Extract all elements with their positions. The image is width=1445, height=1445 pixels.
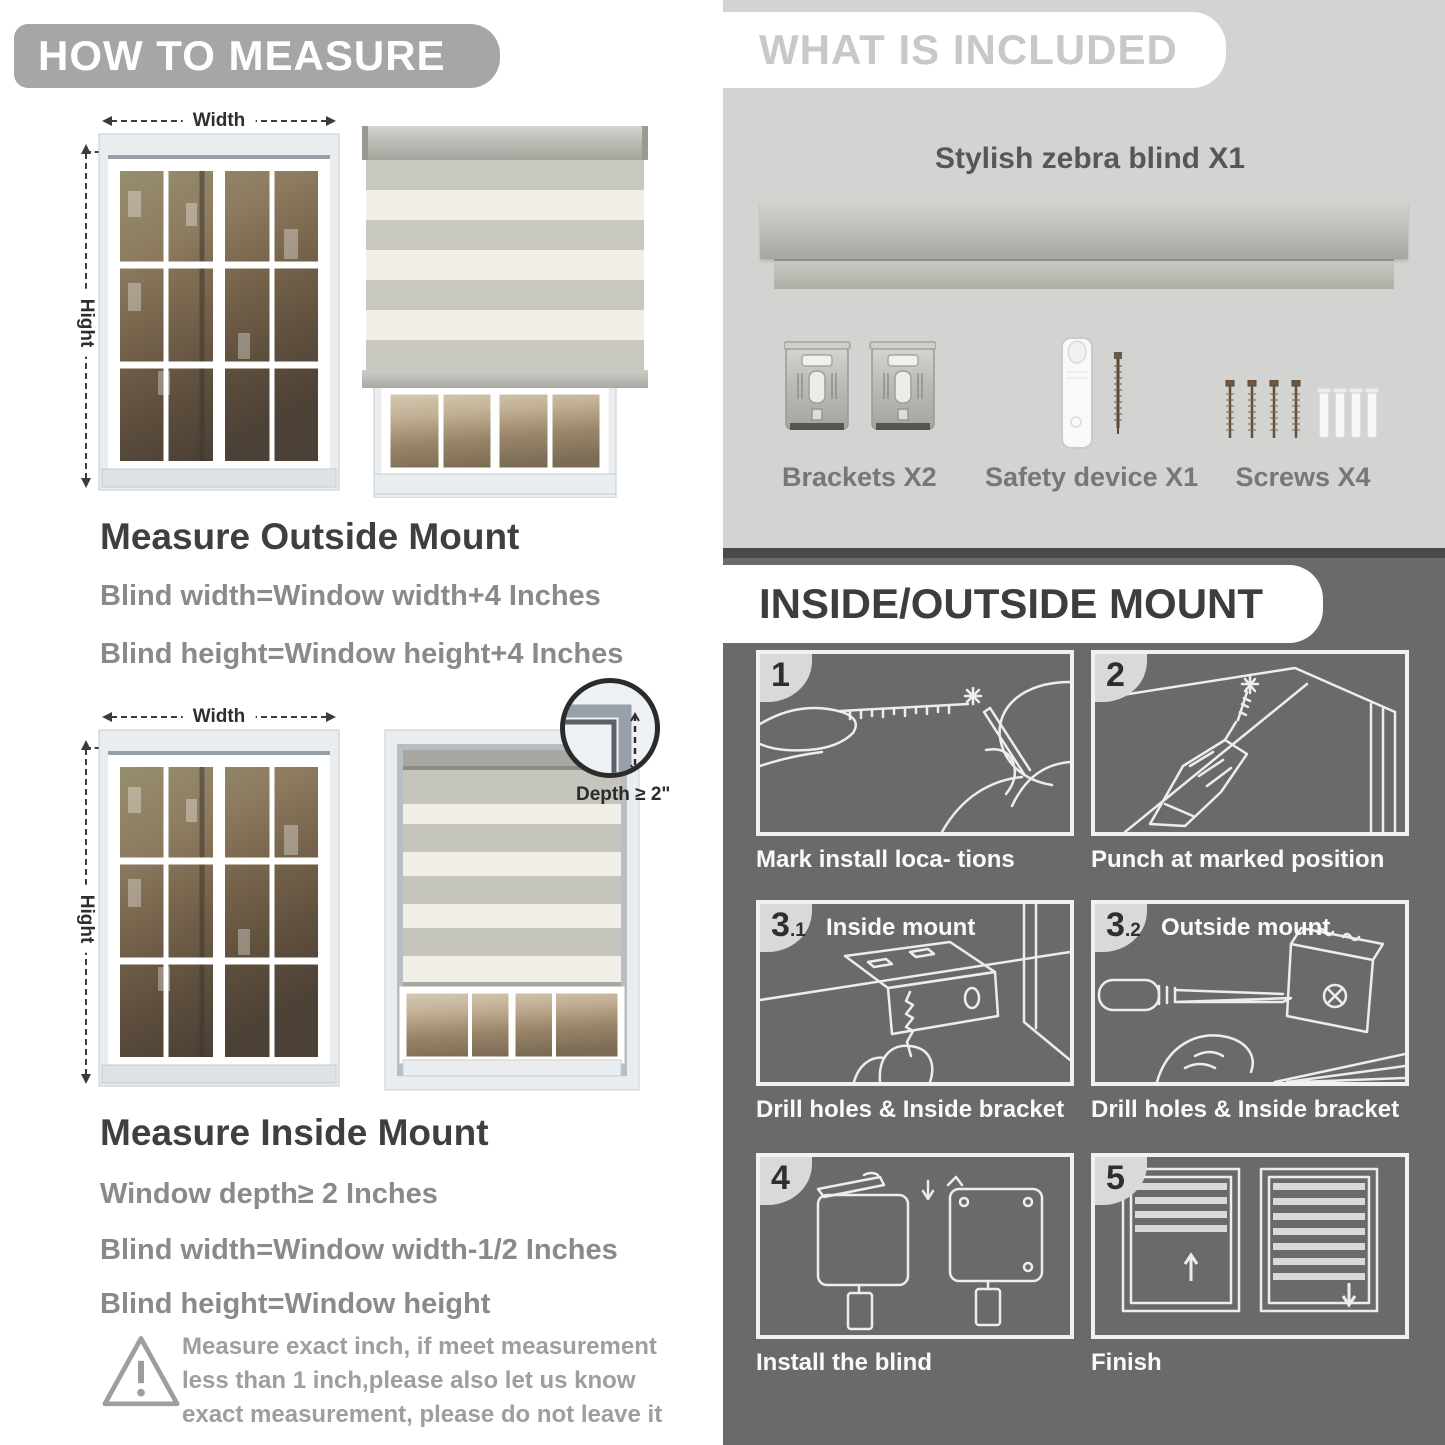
what-is-included-section (723, 0, 1445, 548)
step-3-1-badge: 3 .1 (760, 904, 812, 952)
step-4 (756, 1153, 1074, 1377)
step-5-panel (1091, 1153, 1409, 1339)
step-2-caption: Punch at marked position (1091, 846, 1385, 873)
screws-image (1222, 380, 1382, 450)
section-divider (723, 548, 1445, 558)
step-2-panel (1091, 650, 1409, 836)
step-3-1-caption: Drill holes & Inside bracket (756, 1096, 1065, 1123)
headrail-valance-image (774, 259, 1394, 289)
step-5-caption: Finish (1091, 1349, 1162, 1376)
step-1-caption: Mark install loca- tions (756, 846, 1015, 873)
width-label: Width (183, 106, 256, 136)
step-1-badge: 1 (760, 654, 812, 702)
step-3-2-caption: Drill holes & Inside bracket (1091, 1096, 1400, 1123)
zebra-blind-photo-outside (362, 126, 648, 498)
warning-triangle-icon (98, 1330, 184, 1414)
outside-mount-line: Blind height=Window height+4 Inches (100, 638, 624, 670)
width-arrow-inside (102, 702, 336, 732)
depth-label: Depth ≥ 2" (576, 784, 671, 805)
inside-mount-title: Measure Inside Mount (100, 1112, 489, 1153)
headrail-image (760, 201, 1408, 259)
width-arrow-outside (102, 106, 336, 136)
step-1-panel (756, 650, 1074, 836)
mount-instructions-section (723, 558, 1445, 1445)
step-3-1-panel (756, 900, 1074, 1086)
step-3-1-inner-label: Inside mount (826, 914, 976, 941)
step-3-1 (756, 900, 1074, 1124)
brackets-image (784, 341, 936, 435)
step-4-panel (756, 1153, 1074, 1339)
inside-mount-line: Window depth≥ 2 Inches (100, 1178, 438, 1210)
inside-mount-line: Blind height=Window height (100, 1288, 491, 1320)
depth-magnifier-icon (560, 678, 660, 778)
step-1 (756, 650, 1074, 874)
height-label: Hight (75, 289, 97, 358)
step-2 (1091, 650, 1409, 874)
safety-device-label: Safety device X1 (985, 462, 1199, 492)
step-3-2 (1091, 900, 1409, 1124)
what-is-included-header: WHAT IS INCLUDED (723, 12, 1226, 88)
outside-mount-title: Measure Outside Mount (100, 516, 520, 557)
mount-header: INSIDE/OUTSIDE MOUNT (723, 565, 1323, 643)
step-3-2-inner-label: Outside mount (1161, 914, 1331, 941)
blind-item-label: Stylish zebra blind X1 (934, 142, 1246, 175)
step-5-badge: 5 (1095, 1157, 1147, 1205)
window-photo-inside (98, 729, 340, 1087)
step-5 (1091, 1153, 1409, 1377)
screws-label: Screws X4 (1235, 462, 1371, 492)
step-3-2-panel (1091, 900, 1409, 1086)
step-4-caption: Install the blind (756, 1349, 933, 1376)
step-3-2-badge: 3 .2 (1095, 904, 1147, 952)
outside-mount-line: Blind width=Window width+4 Inches (100, 580, 601, 612)
window-photo-outside (98, 133, 340, 491)
step-4-badge: 4 (760, 1157, 812, 1205)
how-to-measure-header: HOW TO MEASURE (14, 24, 500, 88)
measure-warning-text: Measure exact inch, if meet measurement less than 1 inch,please also let us know exact measurement, please do not leave it (182, 1333, 663, 1429)
safety-device-image (1050, 336, 1140, 451)
height-label: Hight (75, 885, 97, 954)
width-label: Width (183, 702, 256, 732)
step-2-badge: 2 (1095, 654, 1147, 702)
inside-mount-line: Blind width=Window width-1/2 Inches (100, 1234, 618, 1266)
brackets-label: Brackets X2 (782, 462, 937, 492)
